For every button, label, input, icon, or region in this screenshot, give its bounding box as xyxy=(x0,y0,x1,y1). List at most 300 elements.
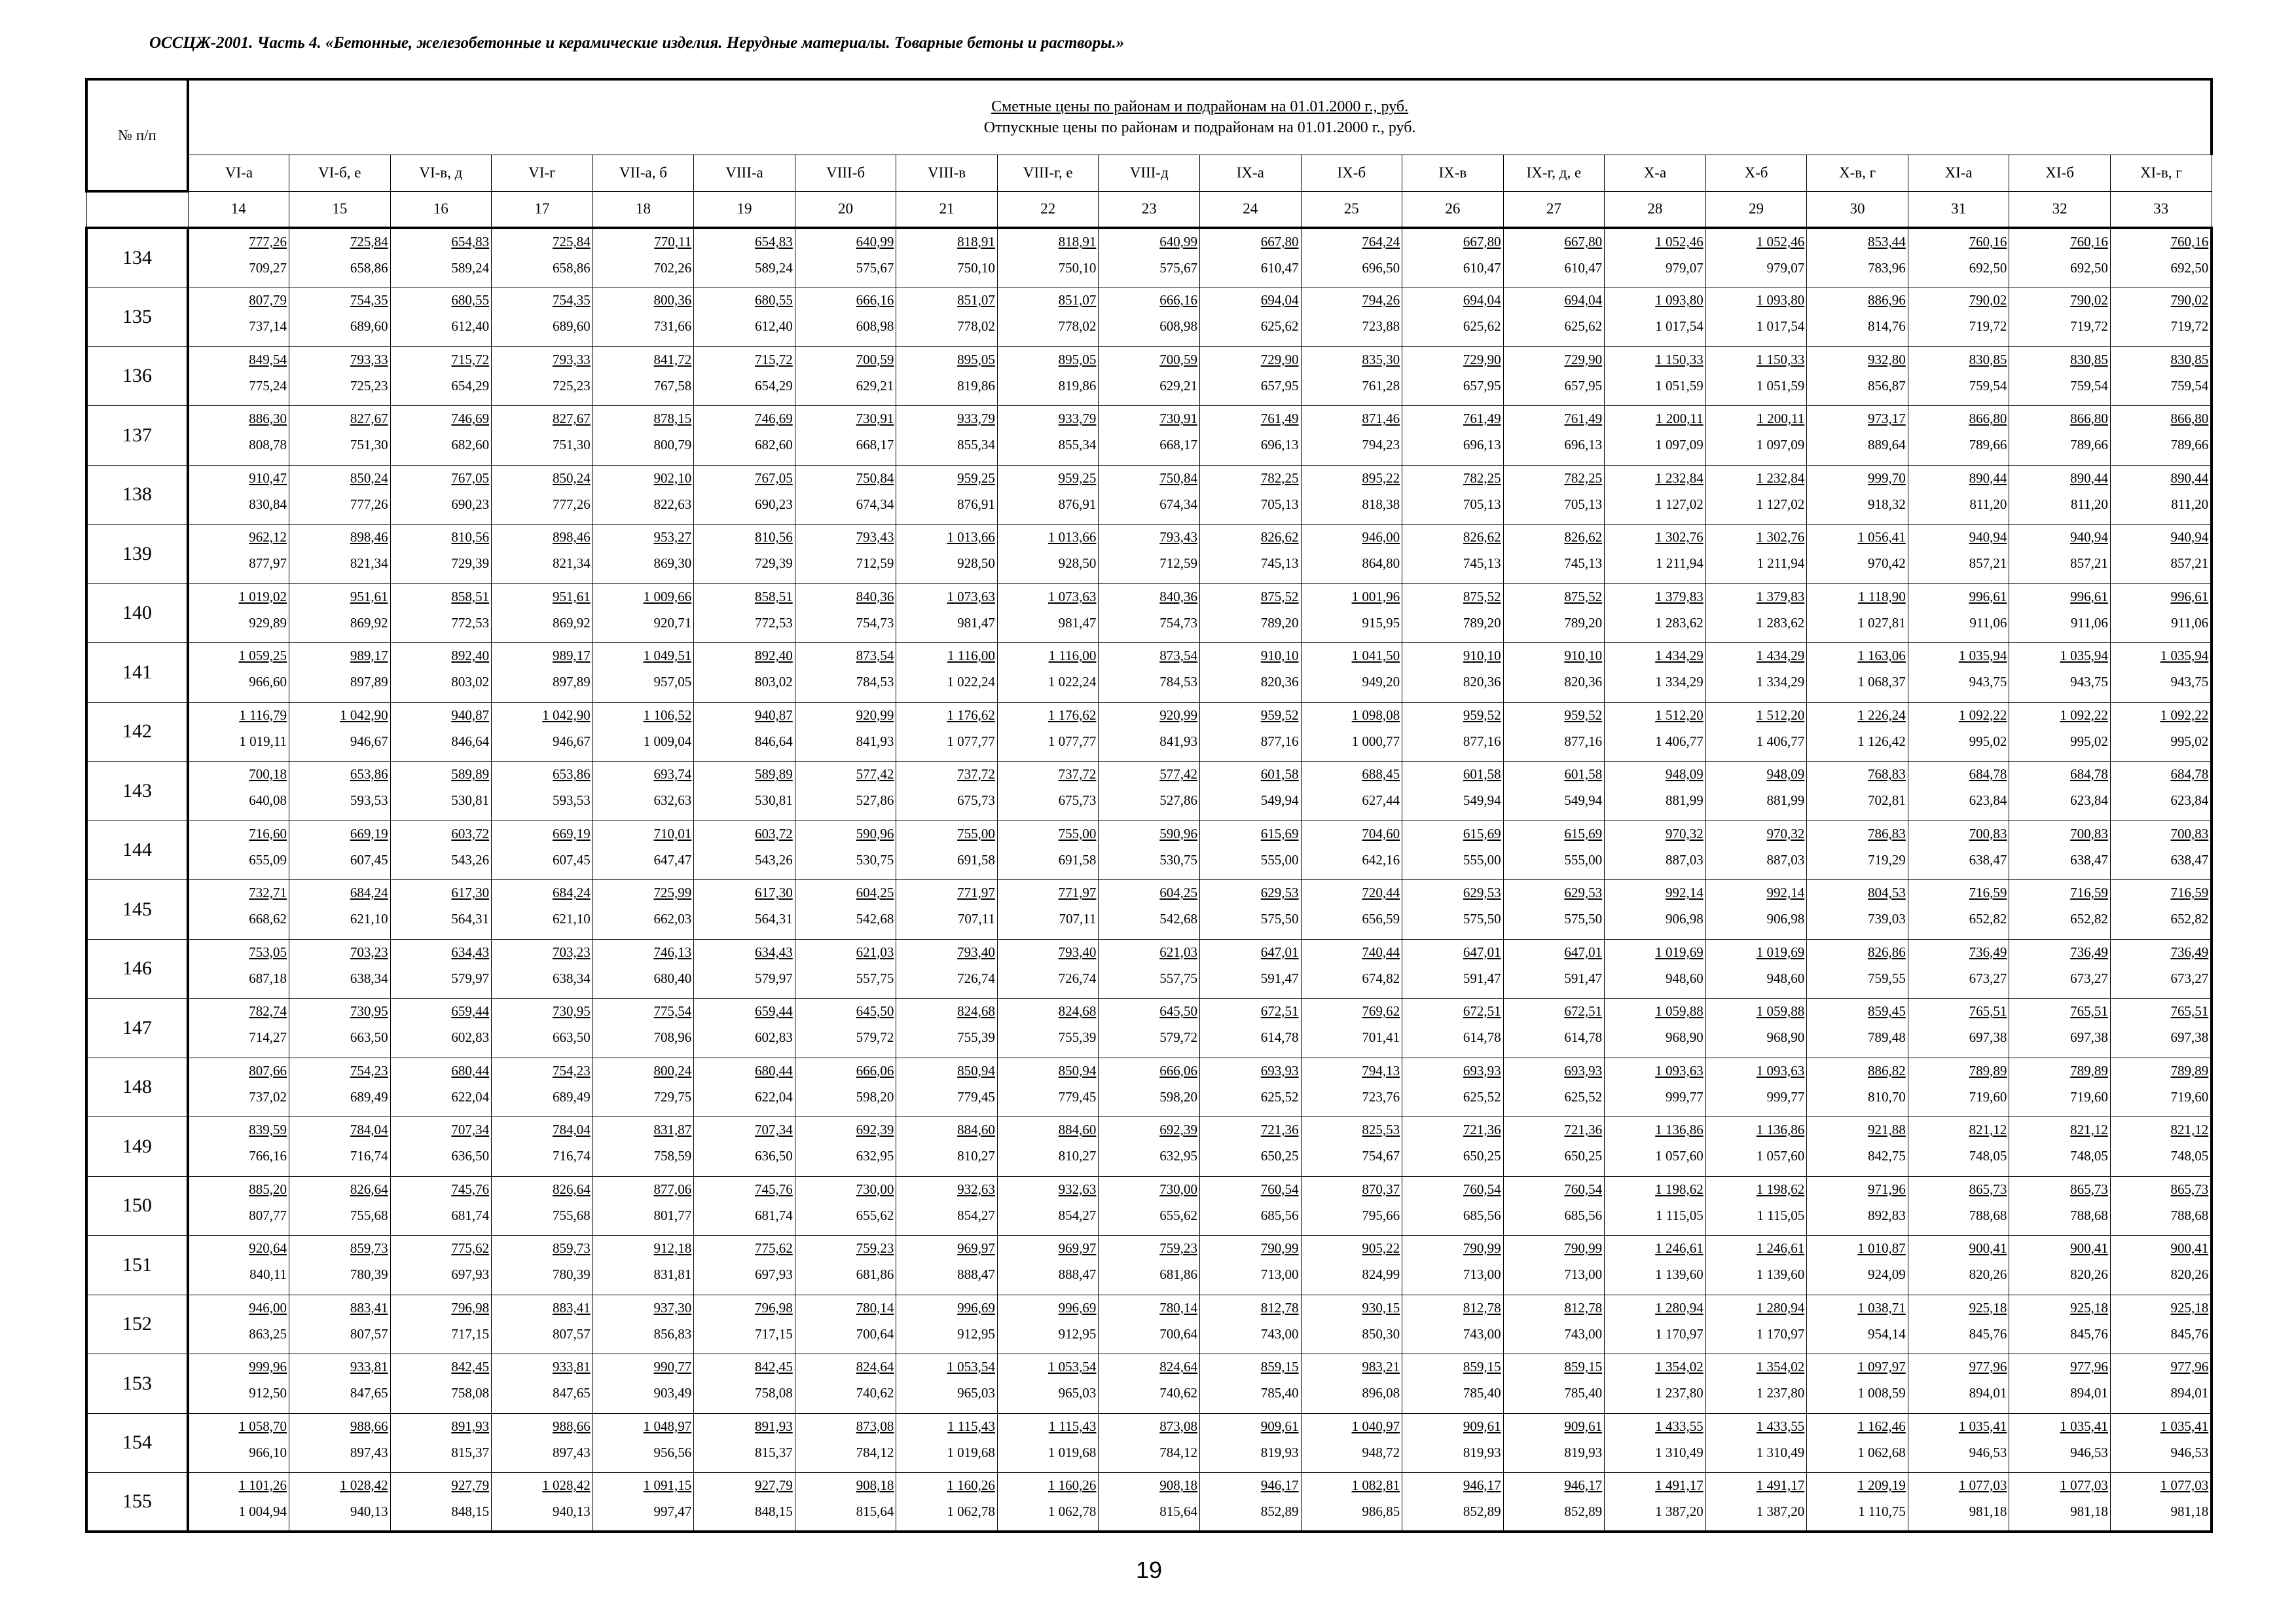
release-price: 819,93 xyxy=(1564,1444,1603,1460)
row-number: 140 xyxy=(86,583,188,643)
price-cell xyxy=(592,1176,694,1236)
release-price: 650,25 xyxy=(1564,1148,1603,1164)
estimated-price: 604,25 xyxy=(856,885,894,900)
estimated-price: 693,93 xyxy=(1463,1062,1501,1079)
release-price: 719,60 xyxy=(2070,1088,2108,1105)
release-price: 841,93 xyxy=(1159,733,1197,749)
column-header: X-б xyxy=(1705,155,1807,191)
estimated-price: 908,18 xyxy=(1159,1477,1197,1493)
estimated-price: 1 246,61 xyxy=(1655,1240,1704,1256)
price-cell xyxy=(1605,1236,1706,1295)
release-price: 691,58 xyxy=(957,851,995,868)
table-row xyxy=(86,643,2212,703)
price-cell xyxy=(1301,1295,1402,1354)
release-price: 840,11 xyxy=(249,1266,287,1282)
price-cell xyxy=(1705,1413,1807,1473)
price-cell xyxy=(1807,1176,1908,1236)
release-price: 1 237,80 xyxy=(1655,1385,1704,1401)
price-cell xyxy=(1199,525,1301,584)
price-cell xyxy=(1402,1058,1504,1117)
release-price: 589,24 xyxy=(451,260,490,276)
estimated-price: 1 056,41 xyxy=(1857,529,1906,545)
release-price: 854,27 xyxy=(957,1207,995,1223)
price-cell xyxy=(1402,643,1504,703)
price-cell xyxy=(289,1058,391,1117)
release-price: 598,20 xyxy=(856,1088,894,1105)
release-price: 881,99 xyxy=(1665,792,1704,808)
column-header: IX-а xyxy=(1199,155,1301,191)
price-cell xyxy=(1301,346,1402,406)
row-number: 135 xyxy=(86,287,188,347)
price-cell xyxy=(694,1117,795,1177)
price-cell xyxy=(1199,821,1301,880)
estimated-price: 996,69 xyxy=(957,1299,995,1316)
number-column-header: № п/п xyxy=(86,79,188,191)
release-price: 614,78 xyxy=(1260,1029,1299,1045)
estimated-price: 940,87 xyxy=(451,707,490,723)
price-cell xyxy=(1705,1176,1807,1236)
release-price: 943,75 xyxy=(2170,674,2209,690)
price-cell xyxy=(2110,465,2212,525)
price-cell xyxy=(896,583,998,643)
release-price: 755,39 xyxy=(957,1029,995,1045)
price-cell xyxy=(1908,228,2009,287)
release-price: 681,86 xyxy=(1159,1266,1197,1282)
release-price: 638,47 xyxy=(1969,851,2007,868)
estimated-price: 1 491,17 xyxy=(1655,1477,1704,1493)
row-number: 152 xyxy=(86,1295,188,1354)
estimated-price: 827,67 xyxy=(552,411,591,426)
price-cell xyxy=(1301,702,1402,762)
release-price: 847,65 xyxy=(350,1385,388,1401)
estimated-price: 1 059,88 xyxy=(1655,1003,1704,1019)
price-cell xyxy=(390,287,492,347)
estimated-price: 996,61 xyxy=(2070,588,2108,604)
release-price: 716,74 xyxy=(552,1148,591,1164)
price-cell xyxy=(1705,583,1807,643)
price-cell xyxy=(2110,583,2212,643)
release-price: 690,23 xyxy=(755,496,793,512)
release-price: 842,75 xyxy=(1868,1148,1906,1164)
estimated-price: 1 052,46 xyxy=(1756,234,1805,249)
column-header: XI-б xyxy=(2009,155,2111,191)
price-cell xyxy=(1199,1058,1301,1117)
release-price: 575,67 xyxy=(1159,260,1197,276)
price-cell xyxy=(1099,939,1200,999)
estimated-price: 771,97 xyxy=(957,885,995,900)
release-price: 1 170,97 xyxy=(1756,1325,1805,1342)
release-price: 948,72 xyxy=(1362,1444,1400,1460)
estimated-price: 1 232,84 xyxy=(1756,470,1805,486)
release-price: 579,97 xyxy=(755,970,793,986)
release-price: 1 387,20 xyxy=(1756,1504,1805,1519)
release-price: 1 211,94 xyxy=(1757,555,1805,571)
estimated-price: 842,45 xyxy=(451,1359,490,1375)
release-price: 702,26 xyxy=(653,260,692,276)
price-cell xyxy=(2009,346,2111,406)
price-cell xyxy=(694,1058,795,1117)
release-price: 1 077,77 xyxy=(947,733,995,749)
release-price: 697,38 xyxy=(1969,1029,2007,1045)
price-cell xyxy=(896,702,998,762)
estimated-price: 940,94 xyxy=(1969,529,2007,545)
estimated-price: 826,64 xyxy=(350,1181,388,1197)
price-cell xyxy=(390,702,492,762)
estimated-price: 1 091,15 xyxy=(643,1477,692,1493)
price-cell xyxy=(1503,406,1605,466)
estimated-price: 886,82 xyxy=(1868,1062,1906,1079)
table-row xyxy=(86,1117,2212,1177)
release-price: 948,60 xyxy=(1665,970,1704,986)
price-cell xyxy=(896,525,998,584)
price-cell xyxy=(2009,1117,2111,1177)
price-cell xyxy=(1503,939,1605,999)
price-cell xyxy=(1199,1295,1301,1354)
release-price: 717,15 xyxy=(451,1325,490,1342)
table-row xyxy=(86,1295,2212,1354)
price-cell xyxy=(1807,287,1908,347)
estimated-price: 937,30 xyxy=(653,1299,692,1316)
release-price: 788,68 xyxy=(1969,1207,2007,1223)
release-price: 657,95 xyxy=(1260,377,1299,394)
estimated-price: 842,45 xyxy=(755,1359,793,1375)
release-price: 784,53 xyxy=(856,674,894,690)
price-cell xyxy=(1705,880,1807,940)
release-price: 811,20 xyxy=(2171,496,2209,512)
estimated-price: 969,97 xyxy=(957,1240,995,1256)
estimated-price: 933,81 xyxy=(350,1359,388,1375)
price-cell xyxy=(492,821,593,880)
price-cell xyxy=(694,821,795,880)
release-price: 723,88 xyxy=(1362,318,1400,334)
estimated-price: 615,69 xyxy=(1564,825,1603,841)
release-price: 748,05 xyxy=(1969,1148,2007,1164)
release-price: 623,84 xyxy=(1969,792,2007,808)
estimated-price: 884,60 xyxy=(957,1122,995,1137)
price-cell xyxy=(188,1473,289,1532)
release-price: 775,24 xyxy=(249,377,287,394)
price-cell xyxy=(795,939,896,999)
price-cell xyxy=(188,821,289,880)
release-price: 575,50 xyxy=(1463,911,1501,927)
price-cell xyxy=(1402,1236,1504,1295)
price-cell xyxy=(1605,1354,1706,1414)
estimated-price: 1 136,86 xyxy=(1756,1122,1805,1137)
estimated-price: 1 049,51 xyxy=(643,648,692,663)
price-cell xyxy=(1099,525,1200,584)
price-cell xyxy=(492,1354,593,1414)
price-cell xyxy=(492,406,593,466)
price-cell xyxy=(2009,1058,2111,1117)
estimated-price: 1 101,26 xyxy=(238,1477,287,1493)
estimated-price: 796,98 xyxy=(755,1299,793,1316)
release-price: 903,49 xyxy=(653,1385,692,1401)
price-cell xyxy=(1099,583,1200,643)
release-price: 830,84 xyxy=(249,496,287,512)
price-cell xyxy=(1503,1473,1605,1532)
price-cell xyxy=(188,702,289,762)
release-price: 1 139,60 xyxy=(1655,1266,1704,1282)
release-price: 822,63 xyxy=(653,496,692,512)
release-price: 527,86 xyxy=(1159,792,1197,808)
price-cell xyxy=(188,346,289,406)
price-cell xyxy=(592,228,694,287)
release-price: 1 115,05 xyxy=(1655,1207,1704,1223)
release-price: 705,13 xyxy=(1463,496,1501,512)
estimated-price: 977,96 xyxy=(2170,1359,2209,1375)
price-cell xyxy=(1605,1117,1706,1177)
release-price: 674,82 xyxy=(1362,970,1400,986)
row-number: 154 xyxy=(86,1413,188,1473)
price-cell xyxy=(795,406,896,466)
estimated-price: 672,51 xyxy=(1463,1003,1501,1019)
release-price: 897,43 xyxy=(552,1444,591,1460)
release-price: 743,00 xyxy=(1564,1325,1603,1342)
estimated-price: 761,49 xyxy=(1260,411,1299,426)
estimated-price: 1 092,22 xyxy=(2060,707,2108,723)
release-price: 675,73 xyxy=(1058,792,1097,808)
estimated-price: 900,41 xyxy=(1969,1240,2007,1256)
price-cell xyxy=(1605,228,1706,287)
estimated-price: 703,23 xyxy=(552,944,591,960)
estimated-price: 716,59 xyxy=(1969,885,2007,900)
estimated-price: 940,87 xyxy=(755,707,793,723)
estimated-price: 875,52 xyxy=(1260,588,1299,604)
estimated-price: 761,49 xyxy=(1463,411,1501,426)
release-price: 943,75 xyxy=(2070,674,2108,690)
release-price: 946,53 xyxy=(2070,1444,2108,1460)
price-cell xyxy=(1605,465,1706,525)
release-price: 607,45 xyxy=(552,851,591,868)
price-cell xyxy=(492,1413,593,1473)
price-cell xyxy=(1705,702,1807,762)
estimated-price: 810,56 xyxy=(755,529,793,545)
price-cell xyxy=(1099,1354,1200,1414)
release-price: 928,50 xyxy=(1058,555,1097,571)
price-cell xyxy=(1705,1058,1807,1117)
release-price: 856,87 xyxy=(1868,377,1906,394)
release-price: 857,21 xyxy=(1969,555,2007,571)
price-cell xyxy=(1605,1413,1706,1473)
price-cell xyxy=(795,228,896,287)
price-cell xyxy=(2110,880,2212,940)
row-number: 141 xyxy=(86,643,188,703)
release-price: 725,23 xyxy=(552,377,591,394)
estimated-price: 812,78 xyxy=(1564,1299,1603,1316)
release-price: 810,27 xyxy=(1058,1148,1097,1164)
release-price: 702,81 xyxy=(1868,792,1906,808)
estimated-price: 759,23 xyxy=(1159,1240,1197,1256)
estimated-price: 977,96 xyxy=(2070,1359,2108,1375)
price-cell xyxy=(188,406,289,466)
estimated-price: 769,62 xyxy=(1362,1003,1400,1019)
estimated-price: 753,05 xyxy=(249,944,287,960)
estimated-price: 1 013,66 xyxy=(947,529,995,545)
estimated-price: 654,83 xyxy=(755,234,793,249)
estimated-price: 859,45 xyxy=(1868,1003,1906,1019)
estimated-price: 1 009,66 xyxy=(643,588,692,604)
release-price: 912,95 xyxy=(957,1325,995,1342)
release-price: 888,47 xyxy=(957,1266,995,1282)
price-cell xyxy=(289,287,391,347)
estimated-price: 930,15 xyxy=(1362,1299,1400,1316)
release-price: 897,43 xyxy=(350,1444,388,1460)
estimated-price: 634,43 xyxy=(755,944,793,960)
estimated-price: 793,40 xyxy=(957,944,995,960)
price-cell xyxy=(592,939,694,999)
column-number: 18 xyxy=(592,191,694,228)
price-cell xyxy=(1503,1117,1605,1177)
release-price: 610,47 xyxy=(1260,260,1299,276)
estimated-price: 920,99 xyxy=(856,707,894,723)
release-price: 622,04 xyxy=(451,1088,490,1105)
estimated-price: 858,51 xyxy=(451,588,490,604)
release-price: 650,25 xyxy=(1463,1148,1501,1164)
price-cell xyxy=(1503,762,1605,821)
price-cell xyxy=(1605,1176,1706,1236)
row-number: 139 xyxy=(86,525,188,584)
price-cell xyxy=(2009,465,2111,525)
release-price: 549,94 xyxy=(1463,792,1501,808)
estimated-price: 716,59 xyxy=(2170,885,2209,900)
estimated-price: 826,62 xyxy=(1463,529,1501,545)
estimated-price: 589,89 xyxy=(755,766,793,782)
release-price: 689,49 xyxy=(350,1088,388,1105)
column-headers-row xyxy=(86,155,2212,191)
price-cell xyxy=(1807,1295,1908,1354)
column-header: VIII-в xyxy=(896,155,998,191)
release-price: 610,47 xyxy=(1463,260,1501,276)
price-cell xyxy=(1705,1117,1807,1177)
release-price: 906,98 xyxy=(1665,911,1704,927)
price-cell xyxy=(492,939,593,999)
estimated-price: 1 150,33 xyxy=(1756,351,1805,367)
table-row xyxy=(86,821,2212,880)
release-price: 986,85 xyxy=(1362,1504,1400,1519)
estimated-price: 885,20 xyxy=(249,1181,287,1197)
release-price: 831,81 xyxy=(653,1266,692,1282)
estimated-price: 990,77 xyxy=(653,1359,692,1375)
estimated-price: 736,49 xyxy=(2170,944,2209,960)
price-cell xyxy=(1503,643,1605,703)
estimated-price: 634,43 xyxy=(451,944,490,960)
column-number: 17 xyxy=(492,191,593,228)
release-price: 755,68 xyxy=(552,1207,591,1223)
price-cell xyxy=(896,346,998,406)
release-price: 946,67 xyxy=(552,733,591,749)
price-cell xyxy=(997,821,1099,880)
estimated-price: 891,93 xyxy=(755,1418,793,1434)
price-cell xyxy=(2110,1354,2212,1414)
price-cell xyxy=(1301,1236,1402,1295)
release-price: 696,13 xyxy=(1564,437,1603,452)
release-price: 789,20 xyxy=(1463,614,1501,631)
estimated-price: 793,33 xyxy=(552,351,591,367)
release-price: 707,11 xyxy=(957,911,995,927)
price-cell xyxy=(1908,406,2009,466)
price-cell xyxy=(997,525,1099,584)
release-price: 1 051,59 xyxy=(1756,377,1805,394)
estimated-price: 1 433,55 xyxy=(1655,1418,1704,1434)
estimated-price: 793,43 xyxy=(1159,529,1197,545)
release-price: 557,75 xyxy=(1159,970,1197,986)
column-number: 21 xyxy=(896,191,998,228)
release-price: 772,53 xyxy=(755,614,793,631)
estimated-price: 684,24 xyxy=(552,885,591,900)
price-cell xyxy=(1807,1058,1908,1117)
price-cell xyxy=(896,1473,998,1532)
estimated-price: 603,72 xyxy=(451,825,490,841)
price-cell xyxy=(188,287,289,347)
estimated-price: 790,99 xyxy=(1564,1240,1603,1256)
release-price: 811,20 xyxy=(2070,496,2108,512)
price-cell xyxy=(1503,465,1605,525)
estimated-price: 996,69 xyxy=(1058,1299,1097,1316)
price-cell xyxy=(1807,1473,1908,1532)
price-cell xyxy=(795,821,896,880)
estimated-price: 700,83 xyxy=(1969,825,2007,841)
price-cell xyxy=(694,465,795,525)
price-cell xyxy=(1908,1176,2009,1236)
price-cell xyxy=(896,1413,998,1473)
estimated-price: 892,40 xyxy=(755,648,793,663)
release-price: 772,53 xyxy=(451,614,490,631)
estimated-price: 750,84 xyxy=(1159,470,1197,486)
price-cell xyxy=(1807,939,1908,999)
release-price: 754,67 xyxy=(1362,1148,1400,1164)
estimated-price: 1 434,29 xyxy=(1756,648,1805,663)
price-cell xyxy=(188,1058,289,1117)
price-cell xyxy=(2009,583,2111,643)
price-cell xyxy=(289,999,391,1058)
estimated-price: 1 019,69 xyxy=(1756,944,1805,960)
release-price: 708,96 xyxy=(653,1029,692,1045)
price-cell xyxy=(1199,939,1301,999)
estimated-price: 1 176,62 xyxy=(1048,707,1097,723)
release-price: 820,26 xyxy=(2070,1266,2108,1282)
estimated-price: 859,15 xyxy=(1463,1359,1501,1375)
release-price: 564,31 xyxy=(451,911,490,927)
column-number: 19 xyxy=(694,191,795,228)
release-price: 668,17 xyxy=(1159,437,1197,452)
estimated-price: 800,24 xyxy=(653,1062,692,1079)
price-cell xyxy=(1807,880,1908,940)
release-price: 869,92 xyxy=(552,614,591,631)
release-price: 979,07 xyxy=(1766,260,1805,276)
estimated-price: 780,14 xyxy=(1159,1299,1197,1316)
column-number: 27 xyxy=(1503,191,1605,228)
release-price: 758,59 xyxy=(653,1148,692,1164)
price-cell xyxy=(1807,228,1908,287)
estimated-price: 790,02 xyxy=(2070,292,2108,308)
column-number: 16 xyxy=(390,191,492,228)
estimated-price: 601,58 xyxy=(1260,766,1299,782)
release-price: 729,39 xyxy=(451,555,490,571)
estimated-price: 755,00 xyxy=(957,825,995,841)
release-price: 852,89 xyxy=(1260,1504,1299,1519)
price-cell xyxy=(1301,406,1402,466)
release-price: 820,26 xyxy=(2170,1266,2209,1282)
release-price: 692,50 xyxy=(2170,260,2209,276)
estimated-price: 1 093,80 xyxy=(1756,292,1805,308)
price-cell xyxy=(289,228,391,287)
price-cell xyxy=(2110,702,2212,762)
price-cell xyxy=(1605,821,1706,880)
price-cell xyxy=(1908,346,2009,406)
estimated-price: 1 106,52 xyxy=(643,707,692,723)
price-cell xyxy=(390,1473,492,1532)
price-cell xyxy=(492,465,593,525)
